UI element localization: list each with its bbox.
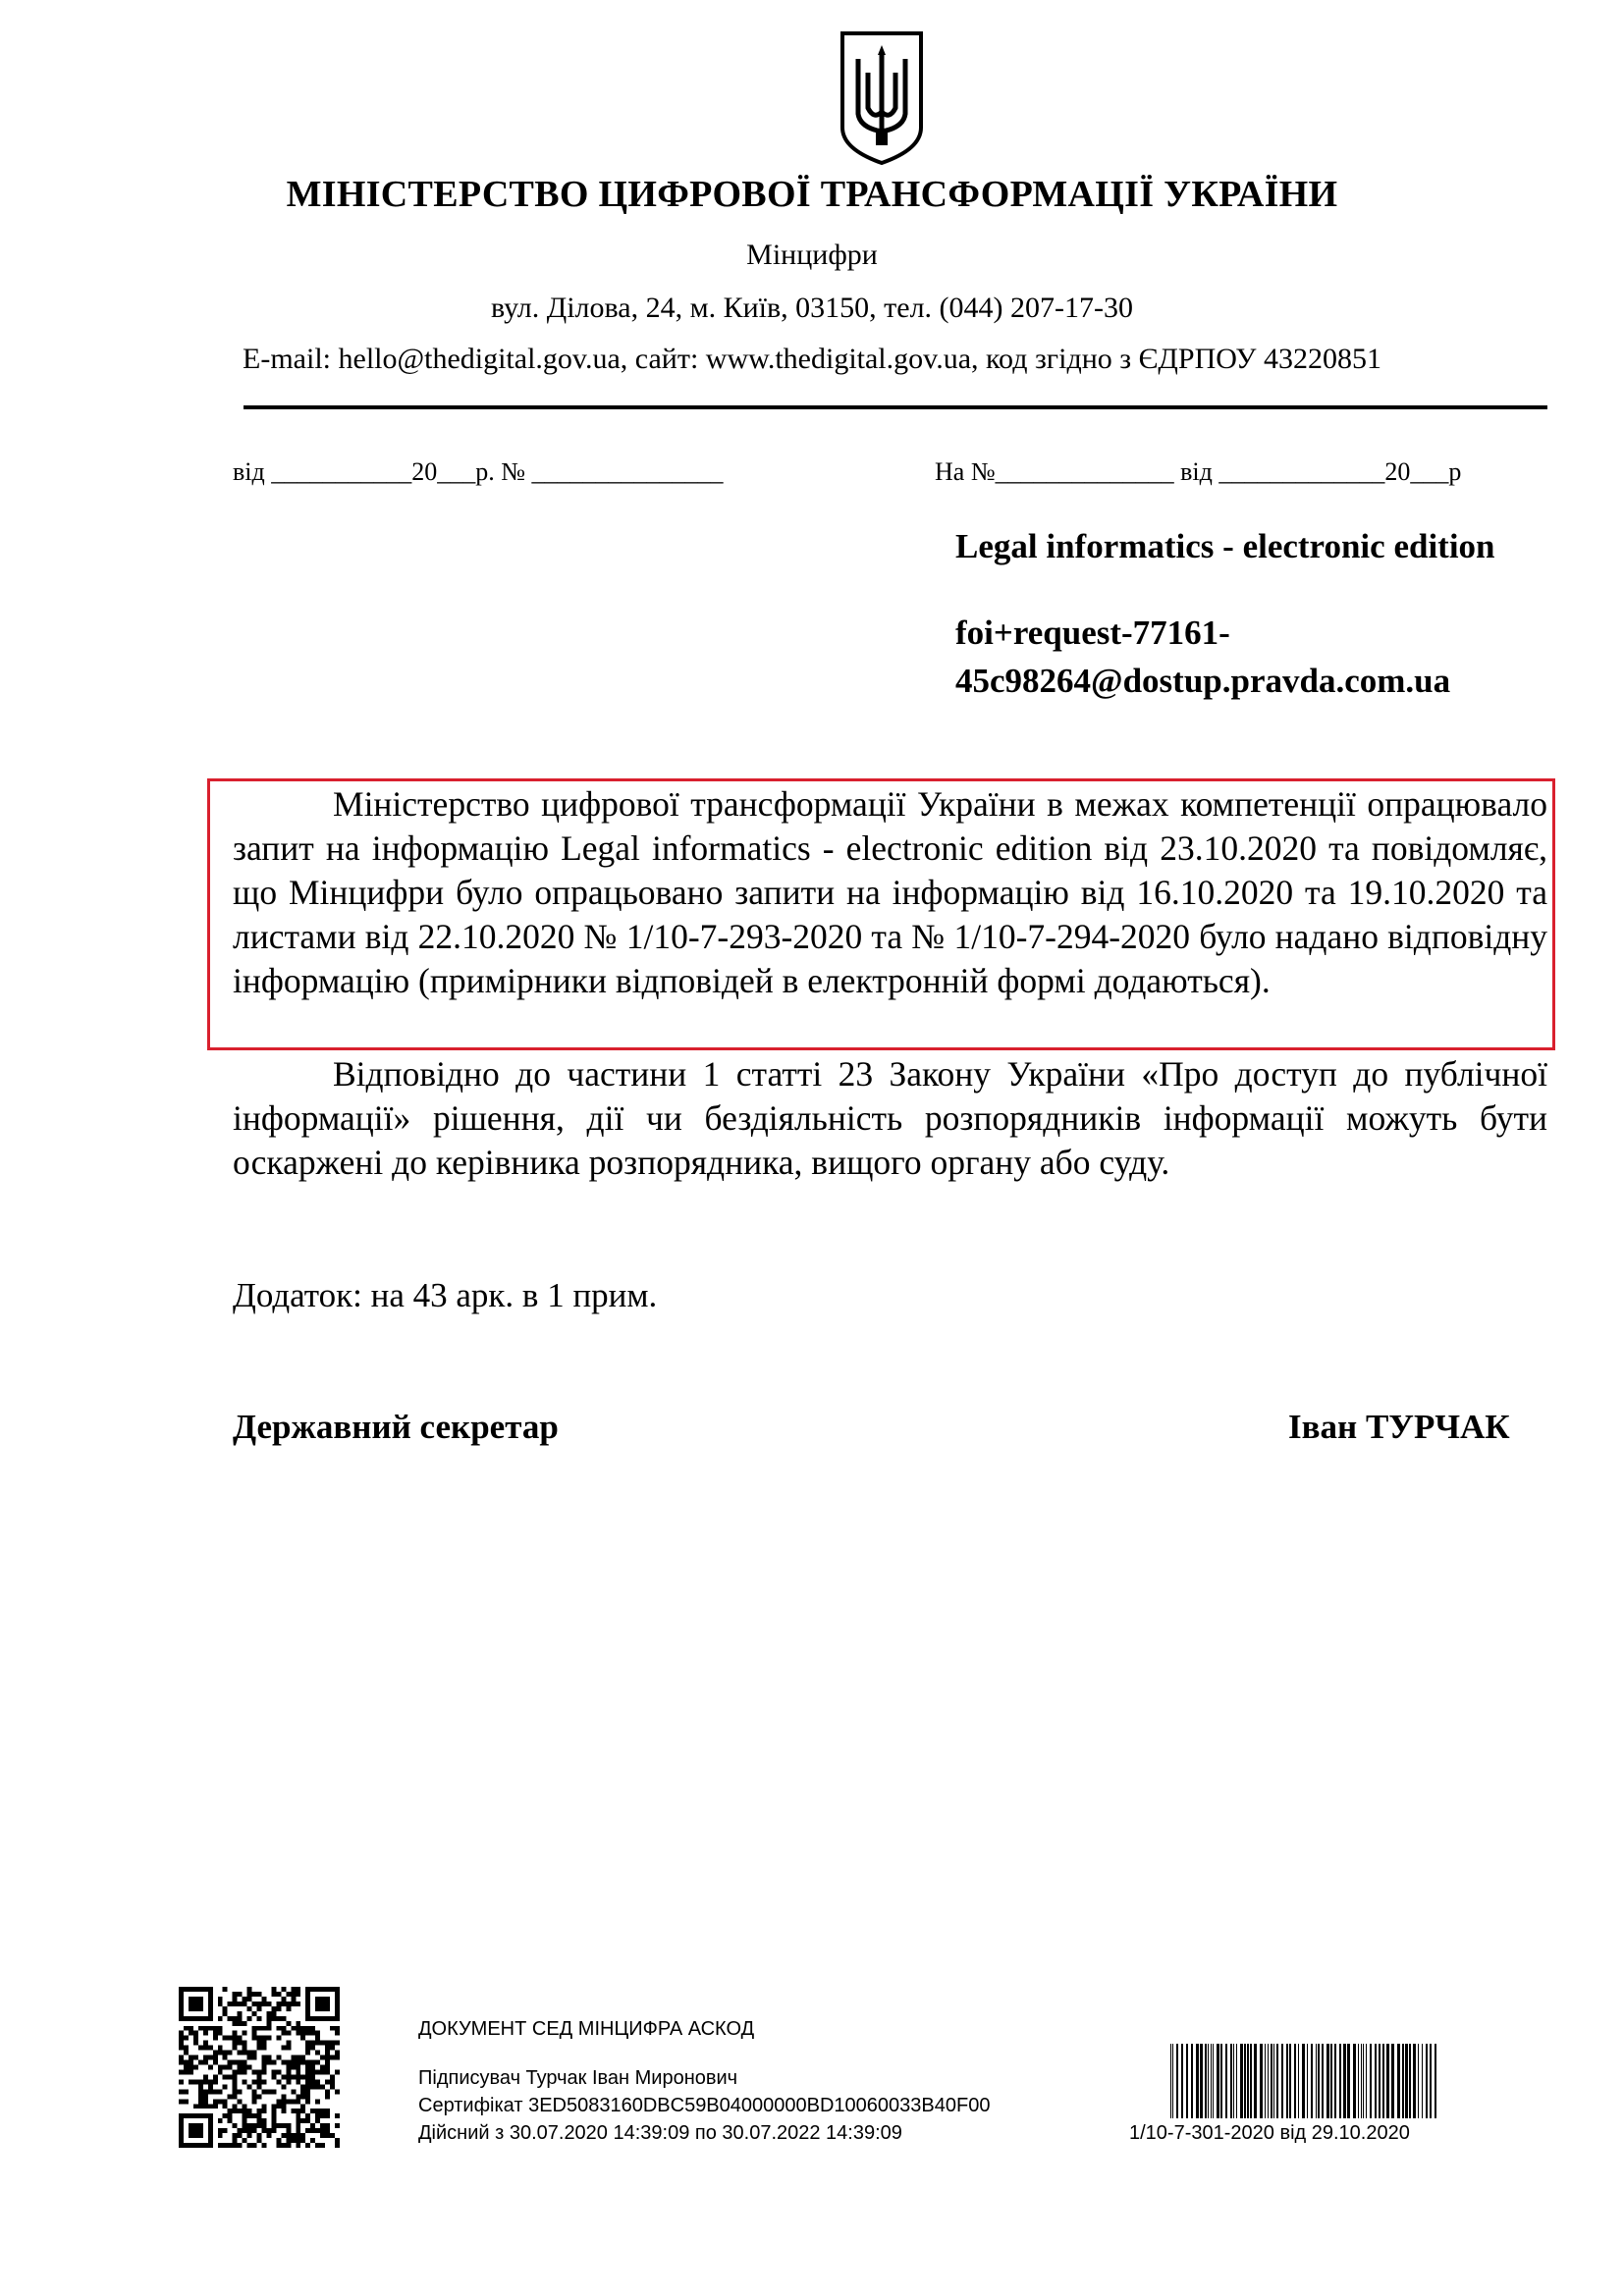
document-registration-number: 1/10-7-301-2020 від 29.10.2020 <box>1129 2122 1410 2144</box>
barcode <box>1168 2044 1443 2118</box>
ministry-short-name: Мінцифри <box>746 239 878 271</box>
body-paragraph-1: Міністерство цифрової трансформації України в межах компетенції опрацювало запит на інформацію Legal informatics - electronic edition від 23.10.2020 та повідомляє, що Мінцифри було опрацьовано запити на інформацію від 16.10.2020 та 19.10.2020 та листами від 22.10.2020 № 1/10-7-293-2020 та № 1/10-7-294-2020 було надано відповідну інформацію (примірники відповідей в електронній формі додаються). <box>233 784 1547 1000</box>
ministry-address: вул. Ділова, 24, м. Київ, 03150, тел. (044) 207-17-30 <box>490 292 1134 324</box>
attachment-note: Додаток: на 43 арк. в 1 прим. <box>233 1276 658 1314</box>
stamp-validity: Дійсний з 30.07.2020 14:39:09 по 30.07.2022 14:39:09 <box>418 2122 902 2144</box>
ministry-contacts: E-mail: hello@thedigital.gov.ua, сайт: www.thedigital.gov.ua, код згідно з ЄДРПОУ 43220851 <box>243 343 1381 375</box>
header-divider <box>244 405 1547 409</box>
recipient-email-line-2: 45c98264@dostup.pravda.com.ua <box>955 662 1451 700</box>
incoming-registration-line: На №______________ від _____________20___р <box>935 457 1462 486</box>
qr-code <box>179 1987 340 2148</box>
ministry-name: МІНІСТЕРСТВО ЦИФРОВОЇ ТРАНСФОРМАЦІЇ УКРАЇНИ <box>286 174 1338 215</box>
recipient-name: Legal informatics - electronic edition <box>955 527 1495 565</box>
stamp-signer: Підписувач Турчак Іван Миронович <box>418 2067 738 2089</box>
coat-of-arms-icon <box>835 29 929 167</box>
body-paragraph-2: Відповідно до частини 1 статті 23 Закону України «Про доступ до публічної інформації» рішення, дії чи бездіяльність розпорядників інформації можуть бути оскаржені до керівника розпорядника, вищого органу або суду. <box>233 1054 1547 1182</box>
stamp-title: ДОКУМЕНТ СЕД МІНЦИФРА АСКОД <box>418 2018 755 2040</box>
signer-title: Державний секретар <box>233 1408 559 1446</box>
signer-name: Іван ТУРЧАК <box>1288 1408 1510 1446</box>
recipient-email <box>955 609 1564 705</box>
recipient-email-line-1: foi+request-77161- <box>955 614 1230 652</box>
outgoing-registration-line: від ___________20___р. № _______________ <box>233 457 724 486</box>
stamp-certificate: Сертифікат 3ED5083160DBC59B04000000BD10060033B40F00 <box>418 2095 991 2116</box>
